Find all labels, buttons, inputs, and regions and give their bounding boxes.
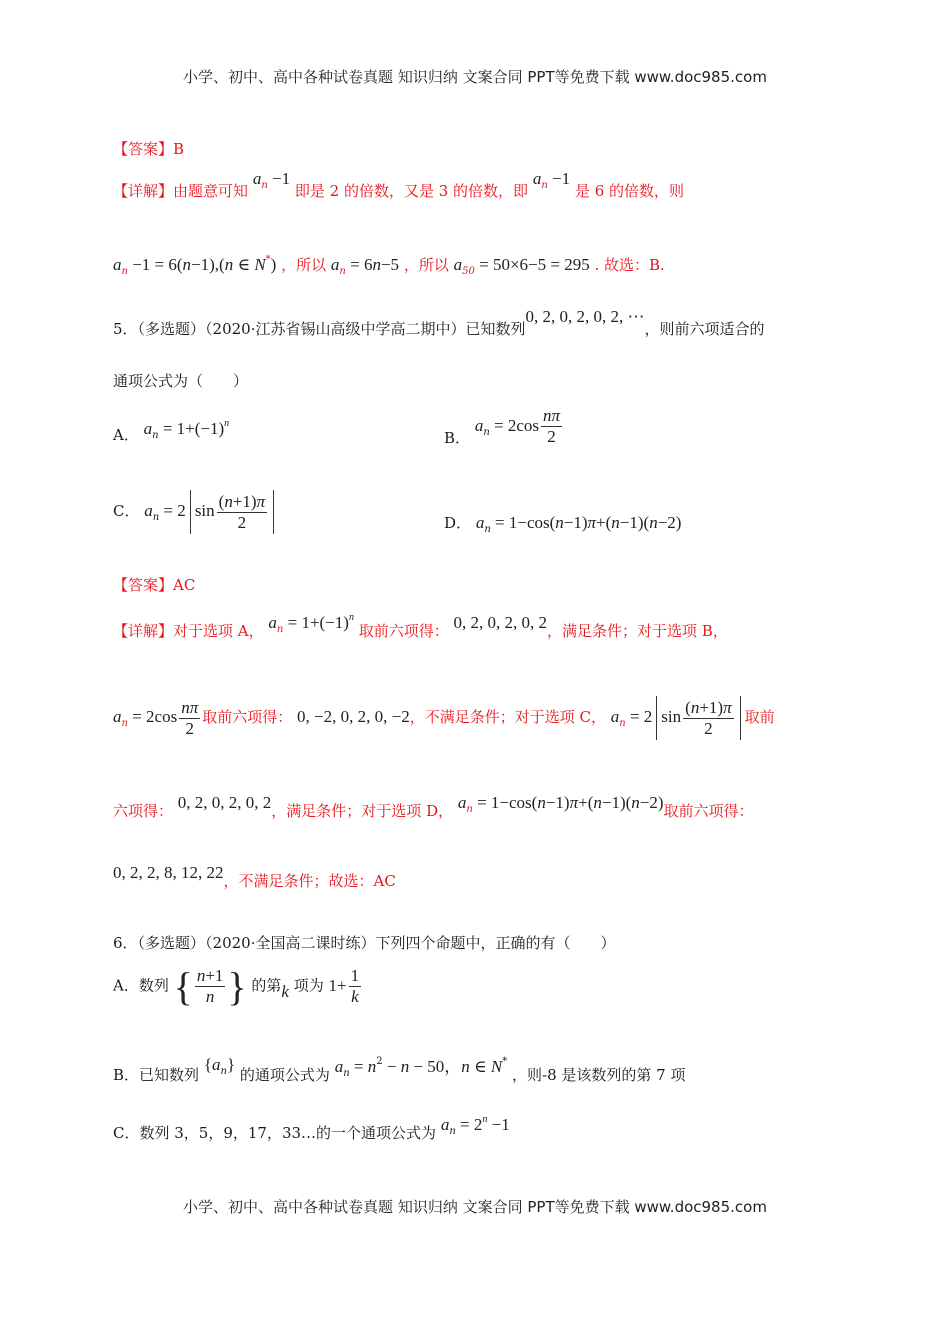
detail-text: 对于选项 A， bbox=[173, 622, 264, 640]
option-label: B． bbox=[444, 428, 471, 447]
detail-text: 由题意可知 bbox=[173, 182, 249, 200]
detail-label: 【详解】 bbox=[113, 182, 174, 200]
detail-text: 是 6 的倍数，则 bbox=[574, 182, 685, 200]
page-footer: 小学、初中、高中各种试卷真题 知识归纳 文案合同 PPT等免费下载 www.doc985.com bbox=[183, 1198, 767, 1216]
formula-1-plus-1-over-k: 1+ $\frac{1}{k}$ bbox=[328, 966, 360, 1006]
detail-text: . 故选：B. bbox=[594, 256, 665, 274]
q5-stem bbox=[113, 307, 840, 339]
detail-text: ，所以 bbox=[403, 256, 449, 274]
detail-text: 取前六项得： bbox=[663, 802, 754, 820]
q5-detail-1 bbox=[113, 612, 840, 643]
detail-text: 取前六项得： bbox=[358, 622, 449, 640]
detail-text: 即是 2 的倍数，又是 3 的倍数，即 bbox=[294, 182, 529, 200]
option-text: 项为 bbox=[293, 976, 324, 995]
q6-option-a bbox=[113, 963, 840, 1009]
formula-option-c: $a_n = 2$ sin $\frac{(n+1)\pi}{2}$ bbox=[144, 502, 278, 520]
q5-option-a bbox=[113, 418, 230, 447]
q6-option-c bbox=[113, 1114, 840, 1145]
formula-option-d: $a_n = 1-\cos(n-1)\pi+(n-1)(n-2)$ bbox=[475, 513, 682, 535]
stem-text: 5．（多选题）（2020·江苏省锡山高级中学高二期中）已知数列 bbox=[113, 320, 526, 338]
sequence-d: 0, 2, 2, 8, 12, 22 bbox=[113, 863, 224, 882]
q5-answer: 【答案】AC bbox=[113, 576, 196, 594]
q4-detail-line2 bbox=[113, 254, 840, 277]
stem-text: ，则前六项适合的 bbox=[644, 320, 765, 338]
sequence-c: 0, 2, 0, 2, 0, 2 bbox=[177, 793, 272, 812]
option-label: A． bbox=[113, 426, 139, 444]
sequence-b: 0, −2, 0, 2, 0, −2 bbox=[297, 707, 410, 726]
formula-k: k bbox=[281, 981, 289, 1001]
option-label: D． bbox=[444, 514, 472, 532]
option-text: 的第 bbox=[251, 976, 282, 995]
detail-text: ，满足条件；对于选项 D， bbox=[271, 802, 454, 820]
formula-an-minus-1: $a_n -1$ bbox=[532, 169, 571, 191]
q6-stem: 6．（多选题）（2020·全国高二课时练）下列四个命题中，正确的有（ ） bbox=[113, 934, 616, 952]
stem-sequence: 0, 2, 0, 2, 0, 2, ⋯ bbox=[525, 307, 645, 326]
formula-option-a: $a_n = 1+(-1)^n$ bbox=[268, 612, 354, 635]
formula-an-quadratic: $a_n = n^2 - n - 50$，n ∈ N* bbox=[334, 1056, 508, 1079]
q5-detail-3 bbox=[113, 793, 840, 823]
formula-option-b: $a_n = 2\cos$ $\frac{n\pi}{2}$ bbox=[113, 697, 199, 738]
formula-option-b: $a_n = 2\cos$ $\frac{n\pi}{2}$ bbox=[474, 406, 561, 446]
formula-an-set: $\{a_n\}$ bbox=[203, 1055, 236, 1077]
option-text: 的通项公式为 bbox=[239, 1066, 330, 1084]
detail-text: 取前 bbox=[744, 708, 775, 726]
q5-option-c bbox=[113, 490, 278, 534]
formula-option-c: $a_n = 2$ sin $\frac{(n+1)\pi}{2}$ bbox=[611, 708, 745, 726]
formula-option-d: $a_n = 1-\cos(n-1)\pi+(n-1)(n-2)$ bbox=[457, 793, 664, 815]
option-text: C．数列 3，5，9，17，33…的一个通项公式为 bbox=[113, 1124, 437, 1142]
detail-text: ，不满足条件；对于选项 C， bbox=[409, 708, 606, 726]
q5-detail-2 bbox=[113, 696, 840, 740]
detail-text: 取前六项得： bbox=[202, 708, 293, 726]
formula-an-minus-1: $a_n -1$ bbox=[252, 169, 291, 191]
detail-label: 【详解】 bbox=[113, 622, 174, 640]
detail-text: 六项得： bbox=[113, 802, 174, 820]
q5-option-b bbox=[444, 406, 564, 447]
formula-an-eq: $a_n -1 = 6(n-1),(n$ ∈ N*) bbox=[113, 254, 277, 277]
detail-text: ，不满足条件；故选：AC bbox=[223, 872, 396, 890]
formula-option-a: $a_n = 1+(-1)^n$ bbox=[143, 418, 230, 441]
q5-stem-2: 通项公式为（ ） bbox=[113, 372, 249, 390]
option-text: A．数列 bbox=[113, 976, 169, 995]
q5-detail-4 bbox=[113, 863, 840, 891]
detail-text: ，满足条件；对于选项 B， bbox=[547, 622, 728, 640]
option-label: C． bbox=[113, 502, 140, 520]
option-text: ，则-8 是该数列的第 7 项 bbox=[512, 1066, 686, 1084]
formula-an-pow: $a_n = 2^n -1$ bbox=[440, 1114, 510, 1137]
q5-option-d bbox=[444, 512, 681, 535]
q4-detail bbox=[113, 169, 840, 203]
sequence-a: 0, 2, 0, 2, 0, 2 bbox=[453, 613, 548, 632]
q4-answer: 【答案】B bbox=[113, 140, 185, 158]
q6-option-b bbox=[113, 1055, 840, 1087]
formula-seq-set: { $\frac{n+1}{n}$ } bbox=[173, 963, 247, 1009]
formula-a50: $a_{50} = 50\times 6-5 = 295$ bbox=[453, 255, 590, 277]
detail-text: ，所以 bbox=[281, 256, 327, 274]
page-header: 小学、初中、高中各种试卷真题 知识归纳 文案合同 PPT等免费下载 www.doc985.com bbox=[183, 68, 767, 86]
formula-an-6n: $a_n = 6n-5$ bbox=[330, 255, 400, 277]
option-text: B．已知数列 bbox=[113, 1066, 200, 1084]
